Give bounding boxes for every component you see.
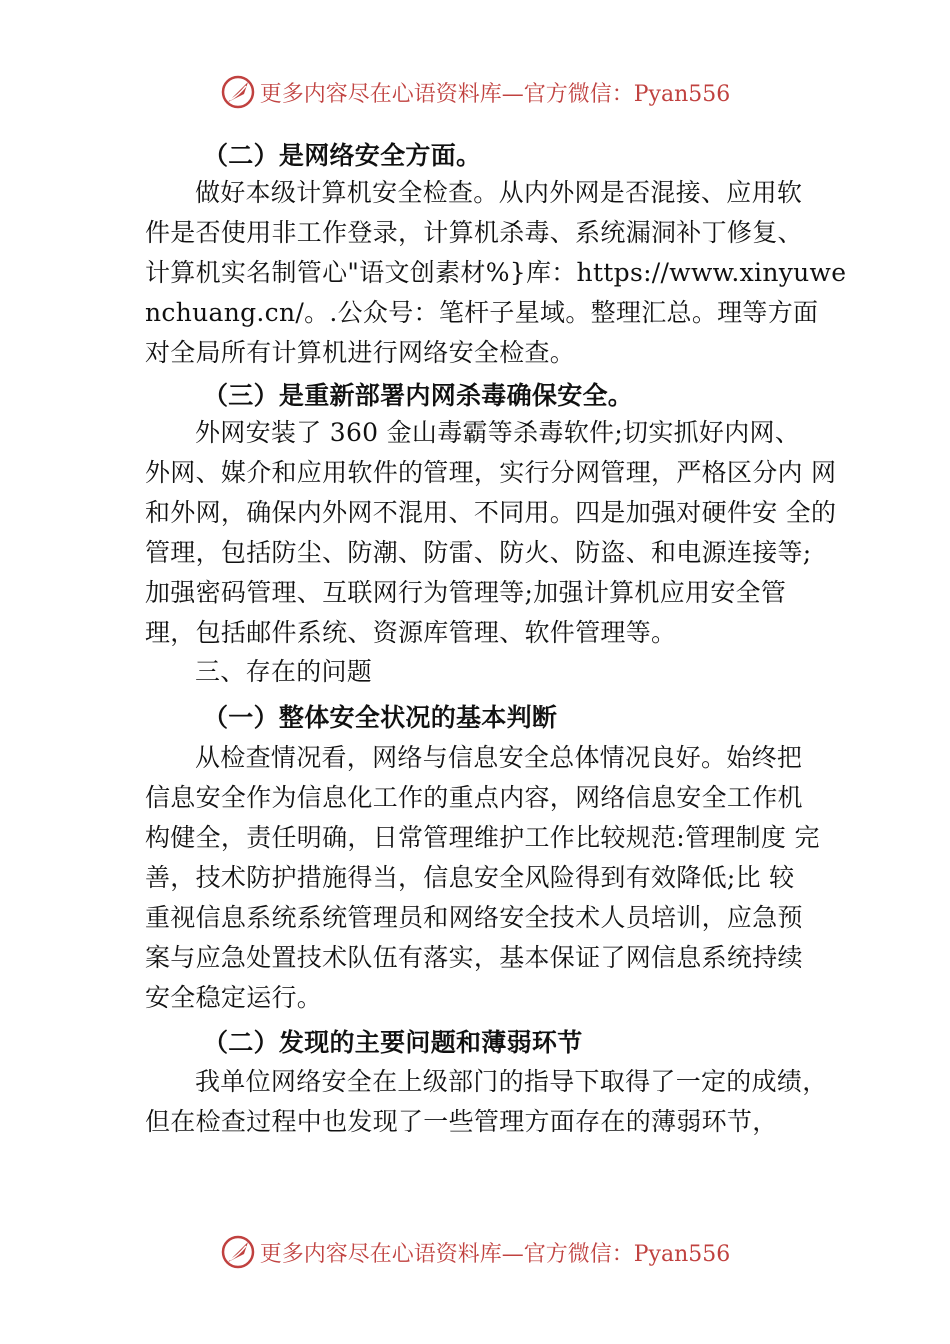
section-heading: （二）是网络安全方面。 [203, 141, 482, 170]
paragraph-line: 加强密码管理、互联网行为管理等;加强计算机应用安全管 [145, 578, 787, 607]
paragraph-line: 我单位网络安全在上级部门的指导下取得了一定的成绩， [195, 1067, 828, 1096]
section-title: 三、存在的问题 [195, 657, 373, 686]
header-banner-text: 更多内容尽在心语资料库—官方微信：Pyan556 [259, 81, 731, 107]
quill-logo-icon [220, 74, 256, 110]
quill-logo-icon [220, 1234, 256, 1270]
paragraph-line: 善，技术防护措施得当，信息安全风险得到有效降低;比 较 [145, 863, 795, 892]
paragraph-line: 信息安全作为信息化工作的重点内容，网络信息安全工作机 [145, 783, 803, 812]
paragraph-line: 件是否使用非工作登录，计算机杀毒、系统漏洞补丁修复、 [145, 218, 803, 247]
paragraph-line: 外网安装了 360 金山毒霸等杀毒软件;切实抓好内网、 [195, 418, 801, 447]
paragraph-line: 和外网，确保内外网不混用、不同用。四是加强对硬件安 全的 [145, 498, 837, 527]
paragraph-line: 重视信息系统系统管理员和网络安全技术人员培训，应急预 [145, 903, 803, 932]
footer-banner-text: 更多内容尽在心语资料库—官方微信：Pyan556 [259, 1241, 731, 1267]
wechat-id: Pyan556 [633, 81, 731, 107]
paragraph-line: 案与应急处置技术队伍有落实，基本保证了网信息系统持续 [145, 943, 803, 972]
paragraph-line: 构健全，责任明确，日常管理维护工作比较规范:管理制度 完 [145, 823, 820, 852]
paragraph-line: 外网、媒介和应用软件的管理，实行分网管理，严格区分内 网 [145, 458, 837, 487]
paragraph-line: 理，包括邮件系统、资源库管理、软件管理等。 [145, 618, 677, 647]
section-heading: （二）发现的主要问题和薄弱环节 [203, 1028, 583, 1057]
header-banner [0, 72, 950, 112]
paragraph-line: 计算机实名制管心"语文创素材%}库：https://www.xinyuwe [145, 258, 847, 287]
paragraph-line: 从检查情况看，网络与信息安全总体情况良好。始终把 [195, 743, 803, 772]
wechat-id: Pyan556 [633, 1241, 731, 1267]
paragraph-line: 但在检查过程中也发现了一些管理方面存在的薄弱环节， [145, 1107, 778, 1136]
footer-banner [0, 1232, 950, 1272]
paragraph-line: 对全局所有计算机进行网络安全检查。 [145, 338, 576, 367]
section-heading: （一）整体安全状况的基本判断 [203, 703, 558, 732]
paragraph-line: 安全稳定运行。 [145, 983, 323, 1012]
paragraph-line: 做好本级计算机安全检查。从内外网是否混接、应用软 [195, 178, 803, 207]
section-heading: （三）是重新部署内网杀毒确保安全。 [203, 381, 634, 410]
paragraph-line: nchuang.cn/。.公众号：笔杆子星域。整理汇总。理等方面 [145, 298, 819, 327]
paragraph-line: 管理，包括防尘、防潮、防雷、防火、防盗、和电源连接等; [145, 538, 812, 567]
